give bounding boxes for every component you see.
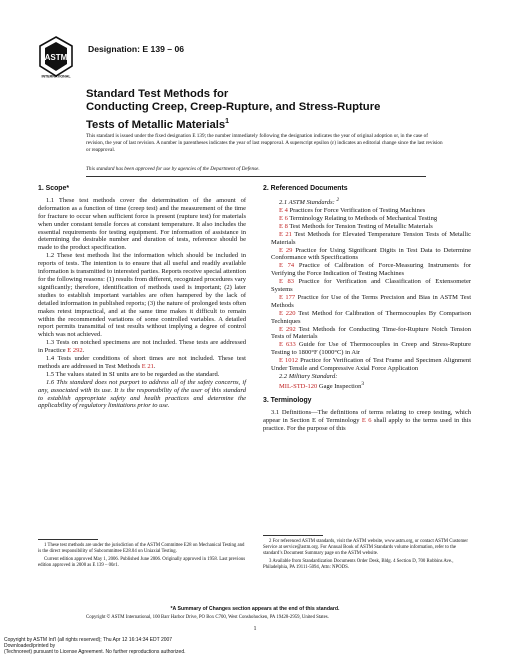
section-heading-scope: 1. Scope*	[38, 185, 70, 192]
reference-item: E 74 Practice of Calibration of Force-Measuring Instruments for Verifying the Force Indication of Testing Machines	[271, 262, 471, 278]
footnote-divider-left	[38, 539, 98, 540]
footnote-1: 1 These test methods are under the jurisdiction of the ASTM Committee E28 on Mechanical Testing and is the direct responsibility of Subcommittee E28.04 on Uniaxial Testing.	[38, 543, 245, 555]
stamp-line-2: Downloaded/printed by	[4, 643, 56, 649]
reference-item: E 4 Practices for Force Verification of Testing Machines	[279, 206, 426, 214]
section-heading-referenced-documents: 2. Referenced Documents	[263, 185, 348, 192]
ref-link-e6[interactable]: E 6	[361, 416, 372, 424]
reference-item: E 1012 Practice for Verification of Test Frame and Specimen Alignment Under Tensile and Compressive Axial Force Application	[271, 357, 471, 373]
reference-item: E 6 Terminology Relating to Methods of Mechanical Testing	[279, 214, 438, 222]
stamp-line-1: Copyright by ASTM Int'l (all rights reserved); Thu Apr 12 16:14:34 EDT 2007	[4, 637, 173, 643]
ref-link[interactable]: E 220	[279, 309, 296, 317]
reference-item-milstd: MIL-STD-120 Gage Inspection$^3$	[279, 380, 365, 391]
svg-text:ASTM: ASTM	[44, 53, 68, 62]
designation: Designation: E 139 – 06	[88, 44, 184, 54]
ref-link[interactable]: E 177	[279, 293, 296, 301]
footnotes-left	[38, 543, 246, 571]
ref-link-e21[interactable]: E 21	[141, 362, 154, 370]
reference-item: E 633 Guide for Use of Thermocouples in Creep and Stress-Rupture Testing to 1800°F (1000°C) in Air	[271, 341, 471, 357]
subheading-astm-standards: 2.1 ASTM Standards: $^2$	[279, 196, 340, 207]
reference-item: E 29 Practice for Using Significant Digits in Test Data to Determine Conformance with Specifications	[271, 246, 471, 262]
footnote-2: 2 For referenced ASTM standards, visit the ASTM website, www.astm.org, or contact ASTM Customer Service at service@astm.org. For Annual Book of ASTM Standards volume information, refer to the standard’s Document Summary page on the ASTM website.	[263, 539, 468, 557]
right-column	[263, 185, 471, 433]
ref-link[interactable]: E 633	[279, 341, 296, 349]
title-line-1: Standard Test Methods for	[86, 88, 229, 100]
left-column	[38, 185, 246, 410]
section-heading-terminology: 3. Terminology	[263, 396, 312, 404]
reference-item: E 220 Test Method for Calibration of Thermocouples By Comparison Techniques	[271, 309, 471, 325]
para-1-1: 1.1 These test methods cover the determination of the amount of deformation as a function of time (creep test) and the measurement of the time for fracture to occur when sufficient force is present (rupture test) for materials when under constant tensile forces at constant temperature. It also includes the essential requirements for testing equipment. For information of assistance in determining the desirable number and duration of tests, reference should be made to the product specification.	[38, 196, 246, 252]
stamp-line-3: (Technoreet) pursuant to License Agreement. No further reproductions authorized.	[4, 649, 186, 655]
ref-link[interactable]: E 292	[279, 325, 296, 333]
para-1-2: 1.2 These test methods list the information which should be included in reports of tests. The intention is to ensure that all useful and readily available information is transmitted to interested parties. Reports receive special attention for the following reasons: (1) results from different, recognized procedures vary significantly; therefore, identification of methods used is important; (2) later studies to establish important variables are often hampered by the lack of detailed information in published reports; (3) the nature of prolonged tests often makes retest impractical, and at the same time makes it difficult to remain within the recommended variations of some controlled variables. A detailed report permits transmittal of test results without implying a degree of control which was not achieved.	[38, 252, 246, 339]
ref-link[interactable]: E 83	[279, 278, 294, 286]
para-3-1: 3.1 Definitions—The definitions of terms relating to creep testing, which appear in Section E of Terminology E 6 shall apply to the terms used in this practice. For the purpose of this	[263, 408, 471, 432]
title-line-2: Conducting Creep, Creep-Rupture, and Stress-Rupture	[86, 101, 381, 114]
page-number: 1	[253, 626, 257, 632]
astm-logo-icon	[38, 36, 74, 78]
reference-item: E 21 Test Methods for Elevated Temperature Tension Tests of Metallic Materials	[271, 230, 471, 246]
ref-link-milstd[interactable]: MIL-STD-120	[279, 383, 318, 391]
header-divider	[86, 176, 426, 177]
subheading-military-standard: 2.2 Military Standard:	[279, 373, 338, 380]
para-1-3: 1.3 Tests on notched specimens are not included. These tests are addressed in Practice E 292.	[38, 339, 246, 355]
reference-item: E 292 Test Methods for Conducting Time-for-Rupture Notch Tension Tests of Materials	[271, 325, 471, 341]
reference-list	[263, 207, 471, 373]
footnote-3: 3 Available from Standardization Documents Order Desk, Bldg. 4 Section D, 700 Robbins Ave., Philadelphia, PA 19111-5094, Attn: NPODS.	[263, 559, 454, 571]
para-1-5: 1.5 The values stated in SI units are to be regarded as the standard.	[46, 370, 220, 378]
footnote-divider-right	[263, 535, 323, 536]
logo-wordmark: INTERNATIONAL	[41, 74, 71, 78]
reference-item: E 177 Practice for Use of the Terms Precision and Bias in ASTM Test Methods	[271, 293, 471, 309]
reference-item: E 83 Practice for Verification and Classification of Extensometer Systems	[271, 278, 472, 294]
document-title	[86, 88, 446, 132]
para-1-4: 1.4 Tests under conditions of short times are not included. These test methods are addressed in Test Methods E 21.	[38, 355, 246, 370]
ref-link[interactable]: E 6	[279, 214, 288, 222]
download-stamp	[4, 637, 304, 655]
title-footnote-mark: 1	[225, 117, 230, 125]
ref-link[interactable]: E 29	[279, 246, 293, 254]
ref-link[interactable]: E 1012	[279, 357, 299, 365]
summary-of-changes-note: *A Summary of Changes section appears at the end of this standard.	[170, 606, 340, 612]
copyright-line: Copyright © ASTM International, 100 Barr Harbor Drive, PO Box C700, West Conshohocken, PA 19428-2959, United States.	[86, 615, 329, 620]
footnote-1-edition: Current edition approved May 1, 2006. Published June 2006. Originally approved in 1958. Last previous edition approved in 2000 as E 139 – 00ε1.	[38, 556, 246, 568]
ref-link[interactable]: E 4	[279, 206, 288, 214]
reference-item: E 8 Test Methods for Tension Testing of Metallic Materials	[279, 222, 433, 230]
dod-note: This standard has been approved for use by agencies of the Department of Defense.	[86, 166, 260, 172]
title-line-3: Tests of Metallic Materials$^1$	[86, 117, 230, 131]
issue-note: This standard is issued under the fixed designation E 139; the number immediately following the designation indicates the year of original adoption or, in the case of revision, the year of last revision. A number in parentheses indicates the year of last reapproval. A superscript epsilon (ε) indicates an editorial change since the last revision or reapproval.	[86, 133, 443, 153]
footnotes-right	[263, 539, 471, 573]
ref-link[interactable]: E 8	[279, 222, 288, 230]
ref-link[interactable]: E 74	[279, 262, 295, 270]
para-1-6: 1.6 This standard does not purport to address all of the safety concerns, if any, associated with its use. It is the responsibility of the user of this standard to establish appropriate safety and health practices and determine the applicability of regulatory limitations prior to use.	[38, 378, 246, 410]
ref-link-e292[interactable]: E 292	[67, 347, 83, 355]
ref-link[interactable]: E 21	[279, 230, 292, 238]
